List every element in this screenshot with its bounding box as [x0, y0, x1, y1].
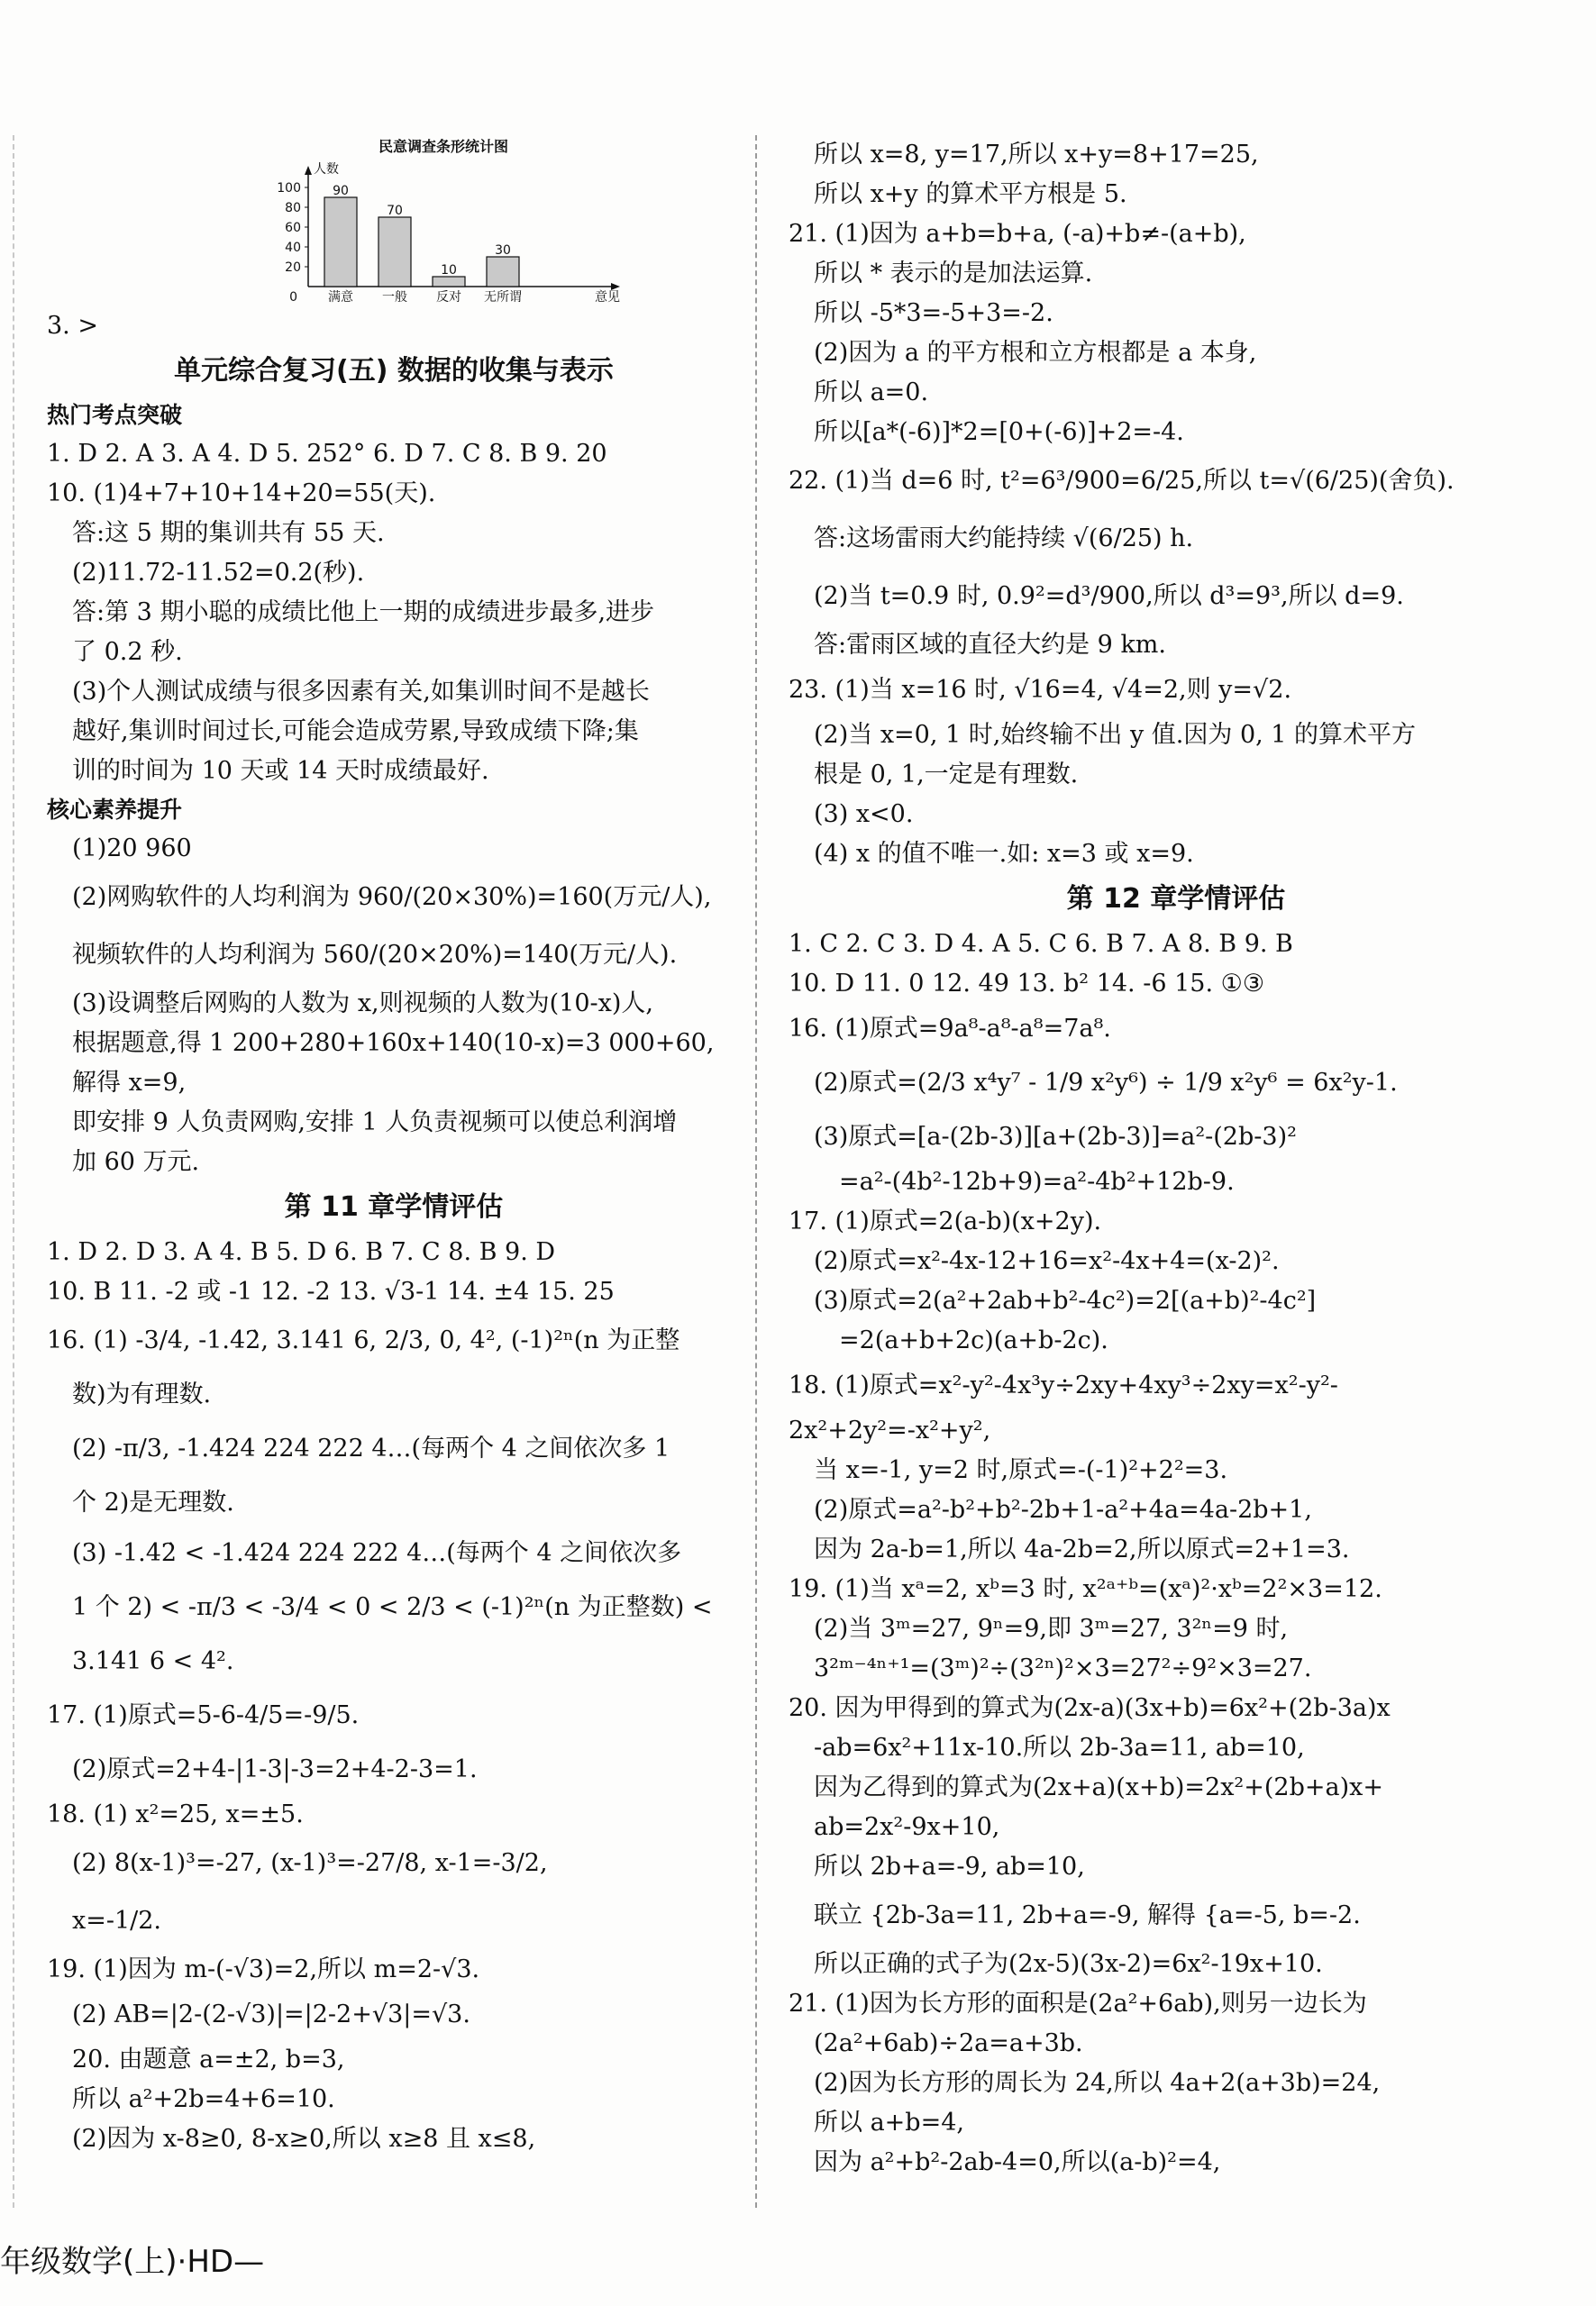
- left-line: 训的时间为 10 天或 14 天时成绩最好.: [72, 757, 489, 785]
- left-line: 单元综合复习(五) 数据的收集与表示: [174, 355, 614, 387]
- right-line: 所以 * 表示的是加法运算.: [814, 260, 1093, 287]
- right-line: 因为 a²+b²-2ab-4=0,所以(a-b)²=4,: [814, 2148, 1221, 2176]
- column-divider: [755, 135, 757, 2208]
- bar-value-label: 90: [333, 184, 349, 198]
- left-line: 10. (1)4+7+10+14+20=55(天).: [47, 479, 436, 507]
- y-axis-label: 人数: [314, 162, 339, 177]
- category-label: 满意: [328, 290, 353, 305]
- left-line: 19. (1)因为 m-(-√3)=2,所以 m=2-√3.: [47, 1955, 480, 1983]
- bar: [378, 217, 411, 287]
- y-tick-label: 0: [289, 290, 297, 305]
- right-text-block: [789, 135, 1564, 2183]
- left-line: 10. B 11. -2 或 -1 12. -2 13. √3-1 14. ±4 15. 25: [47, 1278, 615, 1306]
- right-line: 10. D 11. 0 12. 49 13. b² 14. -6 15. ①③: [789, 970, 1265, 998]
- left-line: 了 0.2 秒.: [72, 638, 183, 666]
- left-line: 16. (1) -3/4, -1.4̇2̇, 3.141 6, 2/3, 0, 4², (-1)²ⁿ(n 为正整: [47, 1326, 680, 1354]
- right-line: 所以[a*(-6)]*2=[0+(-6)]+2=-4.: [814, 418, 1184, 446]
- right-line: 当 x=-1, y=2 时,原式=-(-1)²+2²=3.: [814, 1456, 1228, 1484]
- left-line: 3. >: [47, 312, 98, 340]
- right-line: (4) x 的值不唯一.如: x=3 或 x=9.: [814, 840, 1194, 868]
- bar-value-label: 30: [495, 243, 511, 258]
- left-line: (2)网购软件的人均利润为 960/(20×30%)=160(万元/人),: [72, 883, 712, 911]
- right-line: 联立 {2b-3a=11, 2b+a=-9, 解得 {a=-5, b=-2.: [814, 1901, 1361, 1929]
- right-line: ab=2x²-9x+10,: [814, 1813, 1000, 1841]
- right-line: 所以 a=0.: [814, 378, 929, 406]
- right-line: 因为 2a-b=1,所以 4a-2b=2,所以原式=2+1=3.: [814, 1536, 1350, 1563]
- chart-plot: [254, 160, 633, 305]
- y-tick-label: 100: [277, 181, 301, 196]
- left-line: 即安排 9 人负责网购,安排 1 人负责视频可以使总利润增: [72, 1108, 678, 1136]
- left-line: 1 个 2) < -π/3 < -3/4 < 0 < 2/3 < (-1)²ⁿ(n 为正整数) <: [72, 1593, 713, 1621]
- y-tick-label: 20: [285, 260, 301, 275]
- right-line: (2)当 t=0.9 时, 0.9²=d³/900,所以 d³=9³,所以 d=9.: [814, 582, 1404, 610]
- left-line: 1. D 2. D 3. A 4. B 5. D 6. B 7. C 8. B 9. D: [47, 1238, 556, 1266]
- right-line: 3²ᵐ⁻⁴ⁿ⁺¹=(3ᵐ)²÷(3²ⁿ)²×3=27²÷9²×3=27.: [814, 1654, 1312, 1682]
- left-line: 20. 由题意 a=±2, b=3,: [72, 2046, 345, 2074]
- left-line: (2) AB=|2-(2-√3)|=|2-2+√3|=√3.: [72, 2001, 470, 2028]
- page-footer: 年级数学(上)·HD—: [0, 2244, 265, 2280]
- left-line: (2)因为 x-8≥0, 8-x≥0,所以 x≥8 且 x≤8,: [72, 2125, 536, 2153]
- left-line: 第 11 章学情评估: [284, 1191, 504, 1223]
- right-line: 所以 2b+a=-9, ab=10,: [814, 1853, 1085, 1881]
- chart-title: 民意调查条形统计图: [378, 138, 508, 155]
- left-line: 1. D 2. A 3. A 4. D 5. 252° 6. D 7. C 8. B 9. 20: [47, 440, 607, 468]
- left-line: 17. (1)原式=5-6-4/5=-9/5.: [47, 1701, 360, 1729]
- right-line: 答:这场雷雨大约能持续 √(6/25) h.: [814, 524, 1194, 552]
- right-line: (3)原式=[a-(2b-3)][a+(2b-3)]=a²-(2b-3)²: [814, 1123, 1297, 1151]
- left-column: [47, 135, 741, 2159]
- bar: [433, 277, 465, 287]
- left-line: (2) -π/3, -1.424 224 222 4…(每两个 4 之间依次多 1: [72, 1435, 670, 1463]
- right-line: 所以 a+b=4,: [814, 2109, 964, 2137]
- binding-margin-line: [13, 135, 14, 2208]
- right-line: 17. (1)原式=2(a-b)(x+2y).: [789, 1208, 1102, 1235]
- right-line: (2a²+6ab)÷2a=a+3b.: [814, 2029, 1083, 2057]
- y-tick-label: 40: [285, 241, 301, 255]
- survey-bar-chart: [254, 135, 633, 306]
- x-axis-arrow: [611, 283, 620, 290]
- category-label: 反对: [436, 290, 461, 305]
- right-line: (3)原式=2(a²+2ab+b²-4c²)=2[(a+b)²-4c²]: [814, 1287, 1317, 1315]
- left-line: 答:第 3 期小聪的成绩比他上一期的成绩进步最多,进步: [72, 598, 655, 626]
- right-line: =a²-(4b²-12b+9)=a²-4b²+12b-9.: [839, 1168, 1235, 1196]
- left-line: 核心素养提升: [47, 797, 183, 823]
- left-line: 加 60 万元.: [72, 1148, 200, 1176]
- left-line: (1)20 960: [72, 834, 192, 862]
- left-line: (3)个人测试成绩与很多因素有关,如集训时间不是越长: [72, 678, 650, 706]
- right-line: (2)原式=x²-4x-12+16=x²-4x+4=(x-2)².: [814, 1247, 1280, 1275]
- left-line: 视频软件的人均利润为 560/(20×20%)=140(万元/人).: [72, 941, 678, 969]
- right-line: (2)原式=a²-b²+b²-2b+1-a²+4a=4a-2b+1,: [814, 1496, 1312, 1524]
- right-line: -ab=6x²+11x-10.所以 2b-3a=11, ab=10,: [814, 1734, 1305, 1762]
- left-line: 18. (1) x²=25, x=±5.: [47, 1800, 304, 1828]
- left-line: 越好,集训时间过长,可能会造成劳累,导致成绩下降;集: [72, 717, 639, 745]
- right-line: 因为乙得到的算式为(2x+a)(x+b)=2x²+(2b+a)x+: [814, 1773, 1383, 1801]
- x-axis-label: 意见: [595, 290, 620, 305]
- right-line: 2x²+2y²=-x²+y²,: [789, 1417, 991, 1445]
- right-line: 1. C 2. C 3. D 4. A 5. C 6. B 7. A 8. B 9. B: [789, 930, 1293, 958]
- y-tick-label: 60: [285, 221, 301, 235]
- left-line: (2)原式=2+4-|1-3|-3=2+4-2-3=1.: [72, 1755, 478, 1783]
- right-line: (2)原式=(2/3 x⁴y⁷ - 1/9 x²y⁶) ÷ 1/9 x²y⁶ = 6x²y-1.: [814, 1069, 1398, 1097]
- right-line: (2)当 x=0, 1 时,始终输不出 y 值.因为 0, 1 的算术平方: [814, 721, 1417, 749]
- left-line: (2) 8(x-1)³=-27, (x-1)³=-27/8, x-1=-3/2,: [72, 1849, 548, 1877]
- left-text-block: [47, 306, 741, 2159]
- right-line: (3) x<0.: [814, 800, 914, 828]
- left-line: 热门考点突破: [47, 402, 183, 428]
- bar-value-label: 10: [441, 263, 457, 278]
- category-label: 无所谓: [484, 290, 522, 305]
- right-line: 所以 x=8, y=17,所以 x+y=8+17=25,: [814, 141, 1259, 169]
- right-column: [789, 135, 1564, 2183]
- left-line: 所以 a²+2b=4+6=10.: [72, 2085, 335, 2113]
- bar-value-label: 70: [387, 204, 403, 218]
- left-line: 数)为有理数.: [72, 1381, 212, 1408]
- left-line: x=-1/2.: [72, 1907, 162, 1935]
- right-line: (2)因为长方形的周长为 24,所以 4a+2(a+3b)=24,: [814, 2069, 1381, 2097]
- right-line: =2(a+b+2c)(a+b-2c).: [839, 1326, 1108, 1354]
- right-line: 19. (1)当 xᵃ=2, xᵇ=3 时, x²ᵃ⁺ᵇ=(xᵃ)²·xᵇ=2²×3=12.: [789, 1575, 1382, 1603]
- left-line: (2)11.72-11.52=0.2(秒).: [72, 559, 365, 587]
- right-line: (2)当 3ᵐ=27, 9ⁿ=9,即 3ᵐ=27, 3²ⁿ=9 时,: [814, 1615, 1289, 1643]
- y-tick-label: 80: [285, 201, 301, 215]
- left-line: 根据题意,得 1 200+280+160x+140(10-x)=3 000+60,: [72, 1029, 715, 1057]
- right-line: 21. (1)因为长方形的面积是(2a²+6ab),则另一边长为: [789, 1990, 1367, 2018]
- right-line: 根是 0, 1,一定是有理数.: [814, 761, 1079, 788]
- right-line: 答:雷雨区域的直径大约是 9 km.: [814, 631, 1166, 659]
- left-line: 个 2)是无理数.: [72, 1489, 234, 1517]
- right-line: 22. (1)当 d=6 时, t²=6³/900=6/25,所以 t=√(6/25)(舍负).: [789, 467, 1455, 495]
- right-line: 第 12 章学情评估: [1066, 883, 1286, 915]
- y-axis-arrow: [305, 166, 312, 175]
- right-line: 所以 -5*3=-5+3=-2.: [814, 299, 1053, 327]
- right-line: 所以正确的式子为(2x-5)(3x-2)=6x²-19x+10.: [814, 1950, 1323, 1978]
- right-line: 23. (1)当 x=16 时, √16=4, √4=2,则 y=√2.: [789, 676, 1292, 704]
- left-line: (3) -1.4̇2̇ < -1.424 224 222 4…(每两个 4 之间依次多: [72, 1539, 682, 1567]
- right-line: 所以 x+y 的算术平方根是 5.: [814, 180, 1127, 208]
- left-line: 答:这 5 期的集训共有 55 天.: [72, 519, 385, 547]
- right-line: 18. (1)原式=x²-y²-4x³y÷2xy+4xy³÷2xy=x²-y²-: [789, 1372, 1338, 1399]
- left-line: 解得 x=9,: [72, 1069, 187, 1097]
- bar: [324, 197, 357, 287]
- right-line: (2)因为 a 的平方根和立方根都是 a 本身,: [814, 339, 1257, 367]
- right-line: 20. 因为甲得到的算式为(2x-a)(3x+b)=6x²+(2b-3a)x: [789, 1694, 1391, 1722]
- right-line: 21. (1)因为 a+b=b+a, (-a)+b≠-(a+b),: [789, 220, 1246, 248]
- category-label: 一般: [382, 290, 407, 305]
- right-line: 16. (1)原式=9a⁸-a⁸-a⁸=7a⁸.: [789, 1015, 1111, 1043]
- left-line: 3.141 6 < 4².: [72, 1647, 234, 1675]
- left-line: (3)设调整后网购的人数为 x,则视频的人数为(10-x)人,: [72, 989, 653, 1017]
- bar: [487, 257, 519, 287]
